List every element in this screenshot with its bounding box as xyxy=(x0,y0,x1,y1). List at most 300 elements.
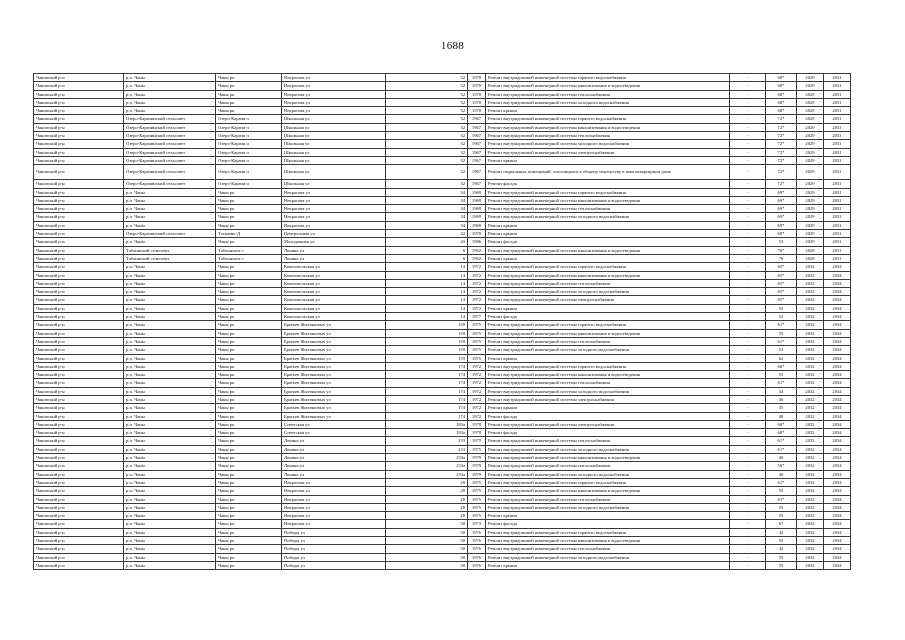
cell-municipality: Озеро-Карачинский сельсовет xyxy=(124,140,216,148)
cell-wear-percent: 52 xyxy=(766,346,797,354)
cell-settlement: Чаны рп xyxy=(216,512,282,520)
cell-municipality: р.п. Чаны xyxy=(124,495,216,503)
cell-work-type: Ремонт подвальных помещений, относящихся к общему имуществу в многоквартирном доме xyxy=(486,165,730,180)
cell-start-year: 2029 xyxy=(797,90,824,98)
cell-wear-percent: 68* xyxy=(766,230,797,238)
cell-wear-percent: 68* xyxy=(766,82,797,90)
cell-municipality: р.п. Чаны xyxy=(124,520,216,528)
cell-end-year: 2031 xyxy=(824,107,851,115)
cell-start-year: 2032 xyxy=(797,379,824,387)
cell-settlement: Озеро-Карачи п xyxy=(216,140,282,148)
cell-settlement: Озеро-Карачи п xyxy=(216,148,282,156)
cell-house-number: 42 xyxy=(386,230,468,238)
cell-blank: - xyxy=(730,412,766,420)
cell-year-built: 1976 xyxy=(468,545,486,553)
table-row xyxy=(34,98,851,106)
cell-year-built: 1975 xyxy=(468,495,486,503)
cell-start-year: 2032 xyxy=(797,487,824,495)
cell-district: Чановский р-н xyxy=(34,180,124,188)
cell-work-type: Ремонт внутридомовой инженерной системы холодного водоснабжения xyxy=(486,553,730,561)
cell-end-year: 2034 xyxy=(824,404,851,412)
cell-wear-percent: 72* xyxy=(766,156,797,164)
cell-wear-percent: 72* xyxy=(766,140,797,148)
cell-work-type: Ремонт внутридомовой инженерной системы холодного водоснабжения xyxy=(486,387,730,395)
cell-wear-percent: 55 xyxy=(766,512,797,520)
cell-work-type: Ремонт крыши xyxy=(486,230,730,238)
cell-end-year: 2034 xyxy=(824,454,851,462)
cell-work-type: Ремонт внутридомовой инженерной системы теплоснабжения xyxy=(486,437,730,445)
cell-year-built: 1986 xyxy=(468,238,486,246)
cell-end-year: 2031 xyxy=(824,115,851,123)
cell-settlement: Чаны рп xyxy=(216,271,282,279)
cell-house-number: 14 xyxy=(386,263,468,271)
cell-start-year: 2029 xyxy=(797,156,824,164)
cell-work-type: Ремонт внутридомовой инженерной системы канализования и водоотведения xyxy=(486,487,730,495)
cell-settlement: Чаны рп xyxy=(216,196,282,204)
cell-end-year: 2034 xyxy=(824,395,851,403)
cell-municipality: р.п. Чаны xyxy=(124,553,216,561)
cell-street: Некрасова ул xyxy=(282,487,386,495)
cell-street: Комсомольская ул xyxy=(282,304,386,312)
cell-blank: - xyxy=(730,362,766,370)
table-row xyxy=(34,82,851,90)
cell-start-year: 2032 xyxy=(797,545,824,553)
cell-start-year: 2029 xyxy=(797,246,824,254)
cell-work-type: Ремонт внутридомовой инженерной системы электроснабжения xyxy=(486,296,730,304)
cell-work-type: Ремонт внутридомовой инженерной системы теплоснабжения xyxy=(486,379,730,387)
cell-municipality: Озеро-Карачинский сельсовет xyxy=(124,156,216,164)
cell-street: Комсомольская ул xyxy=(282,271,386,279)
cell-house-number: 34 xyxy=(386,205,468,213)
cell-start-year: 2029 xyxy=(797,205,824,213)
table-row xyxy=(34,246,851,254)
cell-municipality: Озеро-Карачинский сельсовет xyxy=(124,123,216,131)
cell-year-built: 1976 xyxy=(468,561,486,569)
cell-district: Чановский р-н xyxy=(34,140,124,148)
cell-wear-percent: 68* xyxy=(766,98,797,106)
cell-work-type: Ремонт внутридомовой инженерной системы теплоснабжения xyxy=(486,205,730,213)
cell-work-type: Ремонт внутридомовой инженерной системы электроснабжения xyxy=(486,148,730,156)
cell-start-year: 2029 xyxy=(797,188,824,196)
cell-end-year: 2034 xyxy=(824,271,851,279)
cell-street: Некрасова ул xyxy=(282,188,386,196)
cell-end-year: 2034 xyxy=(824,288,851,296)
cell-blank: - xyxy=(730,196,766,204)
table-row xyxy=(34,354,851,362)
cell-work-type: Ремонт внутридомовой инженерной системы теплоснабжения xyxy=(486,337,730,345)
table-row xyxy=(34,512,851,520)
cell-settlement: Чаны рп xyxy=(216,263,282,271)
cell-start-year: 2032 xyxy=(797,503,824,511)
cell-district: Чановский р-н xyxy=(34,420,124,428)
cell-blank: - xyxy=(730,445,766,453)
cell-wear-percent: 55 xyxy=(766,553,797,561)
cell-year-built: 1969 xyxy=(468,205,486,213)
cell-district: Чановский р-н xyxy=(34,98,124,106)
table-row xyxy=(34,545,851,553)
cell-end-year: 2034 xyxy=(824,462,851,470)
cell-municipality: р.п. Чаны xyxy=(124,188,216,196)
cell-work-type: Ремонт фасада xyxy=(486,238,730,246)
cell-blank: - xyxy=(730,238,766,246)
cell-end-year: 2034 xyxy=(824,354,851,362)
cell-wear-percent: 72* xyxy=(766,148,797,156)
cell-wear-percent: 61* xyxy=(766,478,797,486)
cell-year-built: 1975 xyxy=(468,487,486,495)
cell-end-year: 2034 xyxy=(824,346,851,354)
table-row xyxy=(34,74,851,82)
cell-house-number: 28 xyxy=(386,503,468,511)
cell-start-year: 2032 xyxy=(797,561,824,569)
cell-start-year: 2032 xyxy=(797,279,824,287)
table-row xyxy=(34,520,851,528)
cell-settlement: Озеро-Карачи п xyxy=(216,165,282,180)
cell-start-year: 2029 xyxy=(797,140,824,148)
cell-wear-percent: 55 xyxy=(766,371,797,379)
cell-work-type: Ремонт фасада xyxy=(486,429,730,437)
cell-house-number: 159 xyxy=(386,354,468,362)
cell-blank: - xyxy=(730,115,766,123)
cell-district: Чановский р-н xyxy=(34,304,124,312)
table-row xyxy=(34,313,851,321)
cell-house-number: 32 xyxy=(386,115,468,123)
cell-municipality: р.п. Чаны xyxy=(124,437,216,445)
cell-street: Школьная ул xyxy=(282,156,386,164)
cell-settlement: Чаны рп xyxy=(216,354,282,362)
cell-house-number: 159 xyxy=(386,337,468,345)
cell-blank: - xyxy=(730,387,766,395)
cell-blank: - xyxy=(730,454,766,462)
cell-street: Ленина ул xyxy=(282,462,386,470)
cell-district: Чановский р-н xyxy=(34,296,124,304)
cell-street: Школьная ул xyxy=(282,132,386,140)
cell-house-number: 32 xyxy=(386,180,468,188)
cell-start-year: 2032 xyxy=(797,454,824,462)
cell-end-year: 2034 xyxy=(824,412,851,420)
cell-blank: - xyxy=(730,321,766,329)
cell-settlement: Таскаево-Д xyxy=(216,230,282,238)
cell-district: Чановский р-н xyxy=(34,263,124,271)
table-row xyxy=(34,221,851,229)
cell-settlement: Чаны рп xyxy=(216,98,282,106)
cell-end-year: 2031 xyxy=(824,90,851,98)
repair-schedule-table xyxy=(33,73,851,570)
cell-district: Чановский р-н xyxy=(34,487,124,495)
cell-settlement: Чаны рп xyxy=(216,74,282,82)
cell-work-type: Ремонт крыши xyxy=(486,354,730,362)
cell-wear-percent: 34 xyxy=(766,387,797,395)
cell-district: Чановский р-н xyxy=(34,337,124,345)
table-row xyxy=(34,329,851,337)
cell-work-type: Ремонт внутридомовой инженерной системы канализования и водоотведения xyxy=(486,196,730,204)
table-row xyxy=(34,553,851,561)
cell-settlement: Чаны рп xyxy=(216,429,282,437)
cell-blank: - xyxy=(730,487,766,495)
cell-work-type: Ремонт фасада xyxy=(486,180,730,188)
cell-work-type: Ремонт внутридомовой инженерной системы канализования и водоотведения xyxy=(486,329,730,337)
cell-start-year: 2029 xyxy=(797,107,824,115)
cell-district: Чановский р-н xyxy=(34,221,124,229)
cell-municipality: р.п. Чаны xyxy=(124,196,216,204)
table-row xyxy=(34,279,851,287)
cell-end-year: 2034 xyxy=(824,561,851,569)
table-row xyxy=(34,445,851,453)
cell-end-year: 2031 xyxy=(824,246,851,254)
table-row xyxy=(34,288,851,296)
cell-district: Чановский р-н xyxy=(34,165,124,180)
cell-house-number: 174 xyxy=(386,362,468,370)
cell-house-number: 28 xyxy=(386,478,468,486)
cell-street: Некрасова ул xyxy=(282,74,386,82)
cell-work-type: Ремонт внутридомовой инженерной системы канализования и водоотведения xyxy=(486,454,730,462)
cell-end-year: 2031 xyxy=(824,180,851,188)
cell-settlement: Чаны рп xyxy=(216,371,282,379)
cell-start-year: 2032 xyxy=(797,271,824,279)
table-row xyxy=(34,503,851,511)
cell-district: Чановский р-н xyxy=(34,321,124,329)
cell-house-number: 32 xyxy=(386,98,468,106)
cell-wear-percent: 76* xyxy=(766,246,797,254)
cell-year-built: 1979 xyxy=(468,454,486,462)
cell-district: Чановский р-н xyxy=(34,230,124,238)
cell-work-type: Ремонт внутридомовой инженерной системы холодного водоснабжения xyxy=(486,346,730,354)
cell-street: Братьев Жилтяковых ул xyxy=(282,354,386,362)
cell-blank: - xyxy=(730,148,766,156)
cell-end-year: 2031 xyxy=(824,188,851,196)
cell-start-year: 2032 xyxy=(797,354,824,362)
cell-start-year: 2032 xyxy=(797,437,824,445)
cell-wear-percent: 67 xyxy=(766,520,797,528)
cell-start-year: 2032 xyxy=(797,512,824,520)
cell-year-built: 1969 xyxy=(468,196,486,204)
cell-blank: - xyxy=(730,221,766,229)
cell-municipality: р.п. Чаны xyxy=(124,304,216,312)
cell-municipality: р.п. Чаны xyxy=(124,90,216,98)
cell-district: Чановский р-н xyxy=(34,288,124,296)
table-row xyxy=(34,537,851,545)
cell-house-number: 43 xyxy=(386,238,468,246)
cell-end-year: 2034 xyxy=(824,296,851,304)
cell-blank: - xyxy=(730,304,766,312)
table-row xyxy=(34,561,851,569)
cell-start-year: 2032 xyxy=(797,520,824,528)
cell-wear-percent: 55 xyxy=(766,561,797,569)
cell-street: Братьев Жилтяковых ул xyxy=(282,395,386,403)
cell-wear-percent: 61* xyxy=(766,437,797,445)
cell-work-type: Ремонт крыши xyxy=(486,254,730,262)
cell-end-year: 2034 xyxy=(824,420,851,428)
cell-end-year: 2031 xyxy=(824,205,851,213)
cell-settlement: Чаны рп xyxy=(216,553,282,561)
cell-year-built: 1972 xyxy=(468,304,486,312)
cell-district: Чановский р-н xyxy=(34,107,124,115)
cell-wear-percent: 55 xyxy=(766,537,797,545)
cell-house-number: 30 xyxy=(386,537,468,545)
cell-street: Ленина ул xyxy=(282,437,386,445)
cell-blank: - xyxy=(730,254,766,262)
cell-settlement: Чаны рп xyxy=(216,346,282,354)
cell-end-year: 2031 xyxy=(824,213,851,221)
cell-wear-percent: 69* xyxy=(766,196,797,204)
cell-year-built: 1975 xyxy=(468,437,486,445)
cell-blank: - xyxy=(730,156,766,164)
table-row xyxy=(34,470,851,478)
table-row xyxy=(34,90,851,98)
cell-settlement: Чаны рп xyxy=(216,238,282,246)
cell-street: Победы ул xyxy=(282,537,386,545)
cell-end-year: 2031 xyxy=(824,98,851,106)
cell-street: Комсомольская ул xyxy=(282,263,386,271)
cell-year-built: 1973 xyxy=(468,520,486,528)
cell-municipality: р.п. Чаны xyxy=(124,74,216,82)
cell-municipality: р.п. Чаны xyxy=(124,528,216,536)
cell-district: Чановский р-н xyxy=(34,454,124,462)
cell-year-built: 1967 xyxy=(468,148,486,156)
cell-end-year: 2034 xyxy=(824,503,851,511)
cell-district: Чановский р-н xyxy=(34,437,124,445)
cell-work-type: Ремонт крыши xyxy=(486,404,730,412)
cell-year-built: 1972 xyxy=(468,395,486,403)
cell-wear-percent: 62 xyxy=(766,354,797,362)
cell-end-year: 2034 xyxy=(824,379,851,387)
cell-settlement: Чаны рп xyxy=(216,213,282,221)
cell-work-type: Ремонт внутридомовой инженерной системы теплоснабжения xyxy=(486,132,730,140)
cell-end-year: 2031 xyxy=(824,230,851,238)
cell-start-year: 2029 xyxy=(797,98,824,106)
cell-settlement: Чаны рп xyxy=(216,404,282,412)
cell-wear-percent: 68* xyxy=(766,74,797,82)
cell-wear-percent: 61* xyxy=(766,337,797,345)
cell-municipality: Таблинский сельсовет xyxy=(124,246,216,254)
cell-work-type: Ремонт внутридомовой инженерной системы электроснабжения xyxy=(486,395,730,403)
table-row xyxy=(34,196,851,204)
cell-blank: - xyxy=(730,404,766,412)
cell-start-year: 2032 xyxy=(797,404,824,412)
table-row xyxy=(34,454,851,462)
cell-district: Чановский р-н xyxy=(34,346,124,354)
cell-start-year: 2029 xyxy=(797,238,824,246)
cell-house-number: 34 xyxy=(386,213,468,221)
cell-start-year: 2029 xyxy=(797,115,824,123)
cell-work-type: Ремонт внутридомовой инженерной системы канализования и водоотведения xyxy=(486,246,730,254)
cell-settlement: Чаны рп xyxy=(216,395,282,403)
cell-start-year: 2032 xyxy=(797,288,824,296)
cell-street: Некрасова ул xyxy=(282,221,386,229)
page-number: 1688 xyxy=(440,40,465,52)
cell-year-built: 1972 xyxy=(468,279,486,287)
cell-street: Ленина ул xyxy=(282,254,386,262)
cell-wear-percent: 68* xyxy=(766,90,797,98)
cell-street: Школьная ул xyxy=(282,165,386,180)
cell-settlement: Озеро-Карачи п xyxy=(216,115,282,123)
cell-year-built: 1975 xyxy=(468,354,486,362)
cell-blank: - xyxy=(730,337,766,345)
cell-house-number: 28 xyxy=(386,512,468,520)
table-row xyxy=(34,379,851,387)
cell-wear-percent: 55 xyxy=(766,503,797,511)
cell-work-type: Ремонт внутридомовой инженерной системы канализования и водоотведения xyxy=(486,123,730,131)
cell-house-number: 30 xyxy=(386,520,468,528)
cell-blank: - xyxy=(730,230,766,238)
cell-municipality: Озеро-Карачинский сельсовет xyxy=(124,115,216,123)
cell-blank: - xyxy=(730,470,766,478)
cell-blank: - xyxy=(730,213,766,221)
cell-end-year: 2031 xyxy=(824,82,851,90)
cell-year-built: 1975 xyxy=(468,329,486,337)
cell-end-year: 2034 xyxy=(824,478,851,486)
cell-blank: - xyxy=(730,429,766,437)
cell-municipality: р.п. Чаны xyxy=(124,478,216,486)
cell-work-type: Ремонт внутридомовой инженерной системы теплоснабжения xyxy=(486,545,730,553)
cell-work-type: Ремонт внутридомовой инженерной системы теплоснабжения xyxy=(486,279,730,287)
cell-district: Чановский р-н xyxy=(34,503,124,511)
cell-municipality: р.п. Чаны xyxy=(124,362,216,370)
cell-house-number: 32 xyxy=(386,107,468,115)
cell-municipality: р.п. Чаны xyxy=(124,420,216,428)
cell-work-type: Ремонт внутридомовой инженерной системы канализования и водоотведения xyxy=(486,371,730,379)
cell-start-year: 2032 xyxy=(797,395,824,403)
cell-start-year: 2029 xyxy=(797,148,824,156)
cell-settlement: Чаны рп xyxy=(216,437,282,445)
cell-start-year: 2032 xyxy=(797,387,824,395)
cell-wear-percent: 69* xyxy=(766,213,797,221)
cell-district: Чановский р-н xyxy=(34,329,124,337)
cell-street: Некрасова ул xyxy=(282,503,386,511)
cell-district: Чановский р-н xyxy=(34,196,124,204)
cell-year-built: 1970 xyxy=(468,107,486,115)
table-row xyxy=(34,230,851,238)
cell-end-year: 2034 xyxy=(824,362,851,370)
cell-street: Братьев Жилтяковых ул xyxy=(282,346,386,354)
cell-settlement: Чаны рп xyxy=(216,470,282,478)
cell-year-built: 1970 xyxy=(468,98,486,106)
cell-year-built: 1979 xyxy=(468,470,486,478)
cell-wear-percent: 52 xyxy=(766,313,797,321)
table-row xyxy=(34,346,851,354)
cell-settlement: Озеро-Карачи п xyxy=(216,123,282,131)
cell-blank: - xyxy=(730,520,766,528)
cell-blank: - xyxy=(730,132,766,140)
cell-settlement: Чаны рп xyxy=(216,82,282,90)
cell-street: Братьев Жилтяковых ул xyxy=(282,362,386,370)
cell-house-number: 32 xyxy=(386,156,468,164)
cell-year-built: 1972 xyxy=(468,371,486,379)
cell-house-number: 14 xyxy=(386,296,468,304)
table-row xyxy=(34,123,851,131)
cell-district: Чановский р-н xyxy=(34,238,124,246)
cell-year-built: 1975 xyxy=(468,478,486,486)
cell-start-year: 2032 xyxy=(797,346,824,354)
cell-start-year: 2032 xyxy=(797,321,824,329)
cell-municipality: р.п. Чаны xyxy=(124,371,216,379)
cell-year-built: 1970 xyxy=(468,230,486,238)
cell-work-type: Ремонт внутридомовой инженерной системы канализования и водоотведения xyxy=(486,537,730,545)
cell-district: Чановский р-н xyxy=(34,445,124,453)
cell-end-year: 2031 xyxy=(824,221,851,229)
cell-wear-percent: 48 xyxy=(766,412,797,420)
cell-street: Некрасова ул xyxy=(282,520,386,528)
cell-settlement: Чаны рп xyxy=(216,362,282,370)
cell-municipality: р.п. Чаны xyxy=(124,545,216,553)
table-row xyxy=(34,412,851,420)
cell-house-number: 6 xyxy=(386,254,468,262)
cell-end-year: 2031 xyxy=(824,165,851,180)
cell-blank: - xyxy=(730,545,766,553)
cell-blank: - xyxy=(730,346,766,354)
cell-street: Комсомольская ул xyxy=(282,279,386,287)
cell-house-number: 233 xyxy=(386,437,468,445)
cell-year-built: 1975 xyxy=(468,346,486,354)
